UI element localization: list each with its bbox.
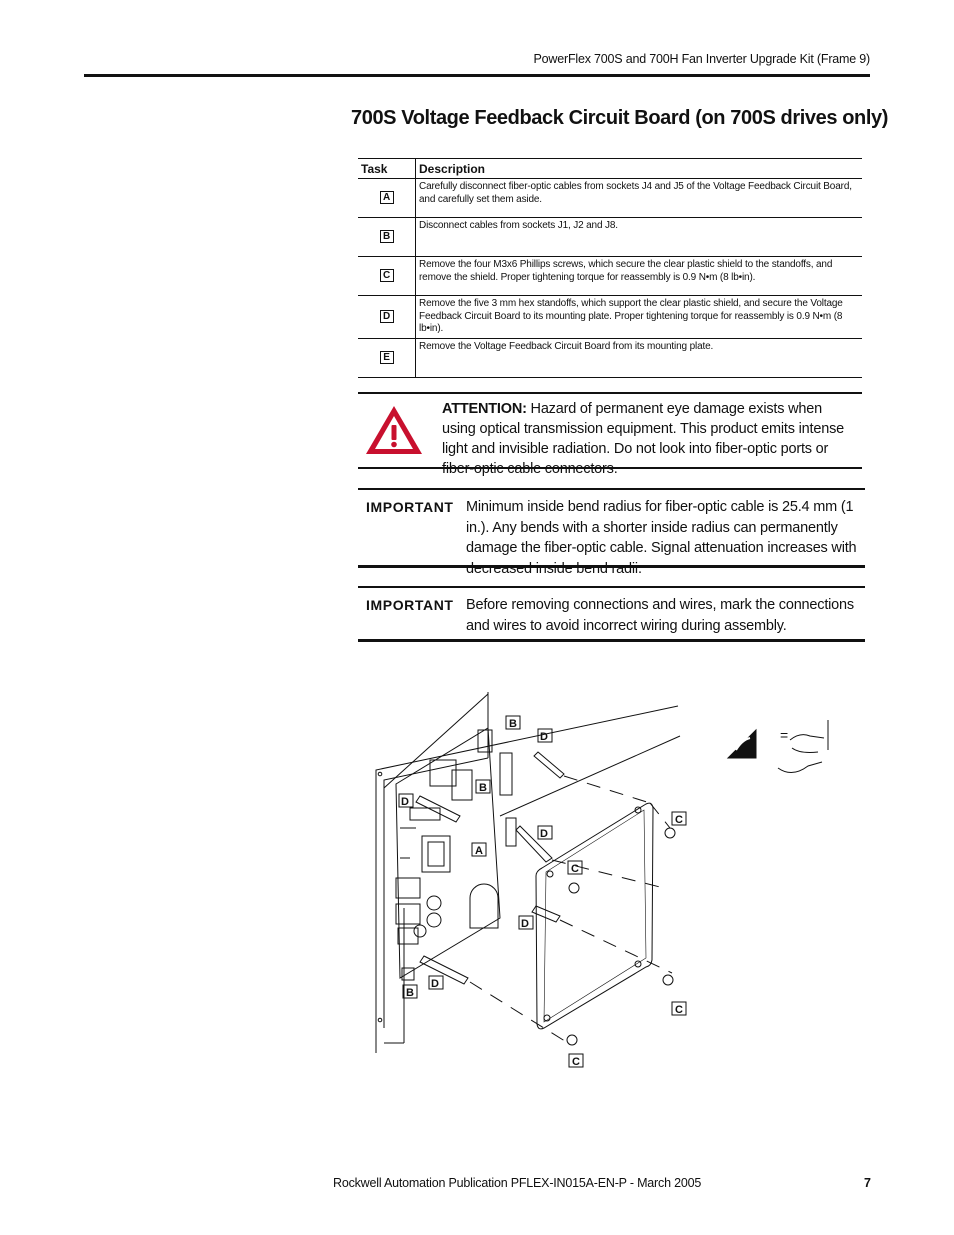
task-description: Disconnect cables from sockets J1, J2 and J8.: [416, 218, 863, 257]
task-description: Remove the Voltage Feedback Circuit Board from its mounting plate.: [416, 338, 863, 377]
attention-message: Hazard of permanent eye damage exists when using optical transmission equipment. This product emits intense light and invisible radiation. Do not look into fiber-optic ports or fiber-optic cable connectors.: [442, 401, 845, 477]
task-description: Remove the four M3x6 Phillips screws, which secure the clear plastic shield to the standoffs, and remove the shield. Proper tightening torque for reassembly is 0.9 N•m (8 lb•in).: [416, 257, 863, 296]
important-box: [358, 586, 865, 642]
clear-plastic-shield: [536, 803, 653, 1029]
task-description: Carefully disconnect fiber-optic cables from sockets J4 and J5 of the Voltage Feedback Circuit Board, and carefully set them aside.: [416, 179, 863, 218]
callout-b: B: [406, 987, 414, 999]
assembly-diagram: [360, 688, 850, 1068]
callout-a: A: [475, 845, 483, 857]
m3x6-screws: [567, 828, 675, 1045]
important-box: [358, 488, 865, 577]
task-table: [358, 158, 862, 378]
callout-labels: [399, 716, 686, 1067]
running-header: PowerFlex 700S and 700H Fan Inverter Upgrade Kit (Frame 9): [533, 52, 870, 66]
callout-c: C: [571, 863, 579, 875]
callout-c: C: [572, 1056, 580, 1068]
task-letter: D: [380, 310, 394, 323]
callout-d: D: [431, 978, 439, 990]
table-row: [358, 218, 862, 257]
callout-c: C: [675, 814, 683, 826]
important-text: Minimum inside bend radius for fiber-optic cable is 25.4 mm (1 in.). Any bends with a shorter inside radius can permanently damage the fiber-optic cable. Signal attenuation increases with decreased inside bend radii.: [466, 499, 857, 577]
callout-d: D: [521, 918, 529, 930]
warning-triangle-icon: [364, 404, 424, 456]
task-column-header: Task: [358, 159, 416, 179]
task-description: Remove the five 3 mm hex standoffs, which support the clear plastic shield, and secure the Voltage Feedback Circuit Board to its mounting plate. Proper tightening torque for reassembly is 0.9 N•m (8 lb•in).: [416, 296, 863, 339]
callout-c: C: [675, 1004, 683, 1016]
voltage-feedback-circuit-board: [396, 728, 516, 980]
callout-d: D: [540, 731, 548, 743]
task-letter: B: [380, 230, 394, 243]
callout-b: B: [509, 718, 517, 730]
task-letter: C: [380, 269, 394, 282]
description-column-header: Description: [416, 159, 863, 179]
esd-warning-icon: [728, 720, 828, 773]
header-rule: [84, 74, 870, 77]
attention-label: ATTENTION:: [442, 401, 527, 417]
footer-publication: Rockwell Automation Publication PFLEX-IN015A-EN-P - March 2005: [333, 1176, 702, 1190]
attention-box: [358, 392, 862, 477]
callout-d: D: [401, 796, 409, 808]
callout-b: B: [479, 782, 487, 794]
table-row: [358, 296, 862, 339]
equals-sign: =: [780, 727, 789, 743]
attention-text: [442, 399, 852, 479]
task-letter: A: [380, 191, 394, 204]
important-text: Before removing connections and wires, mark the connections and wires to avoid incorrect wiring during assembly.: [466, 597, 854, 634]
page-number: 7: [864, 1176, 871, 1190]
important-label: IMPORTANT: [366, 597, 454, 613]
table-row: [358, 257, 862, 296]
table-row: [358, 338, 862, 377]
table-row: [358, 179, 862, 218]
callout-d: D: [540, 828, 548, 840]
task-letter: E: [380, 351, 394, 364]
table-header-row: [358, 159, 862, 179]
section-title: 700S Voltage Feedback Circuit Board (on 700S drives only): [351, 107, 889, 129]
important-label: IMPORTANT: [366, 499, 454, 515]
